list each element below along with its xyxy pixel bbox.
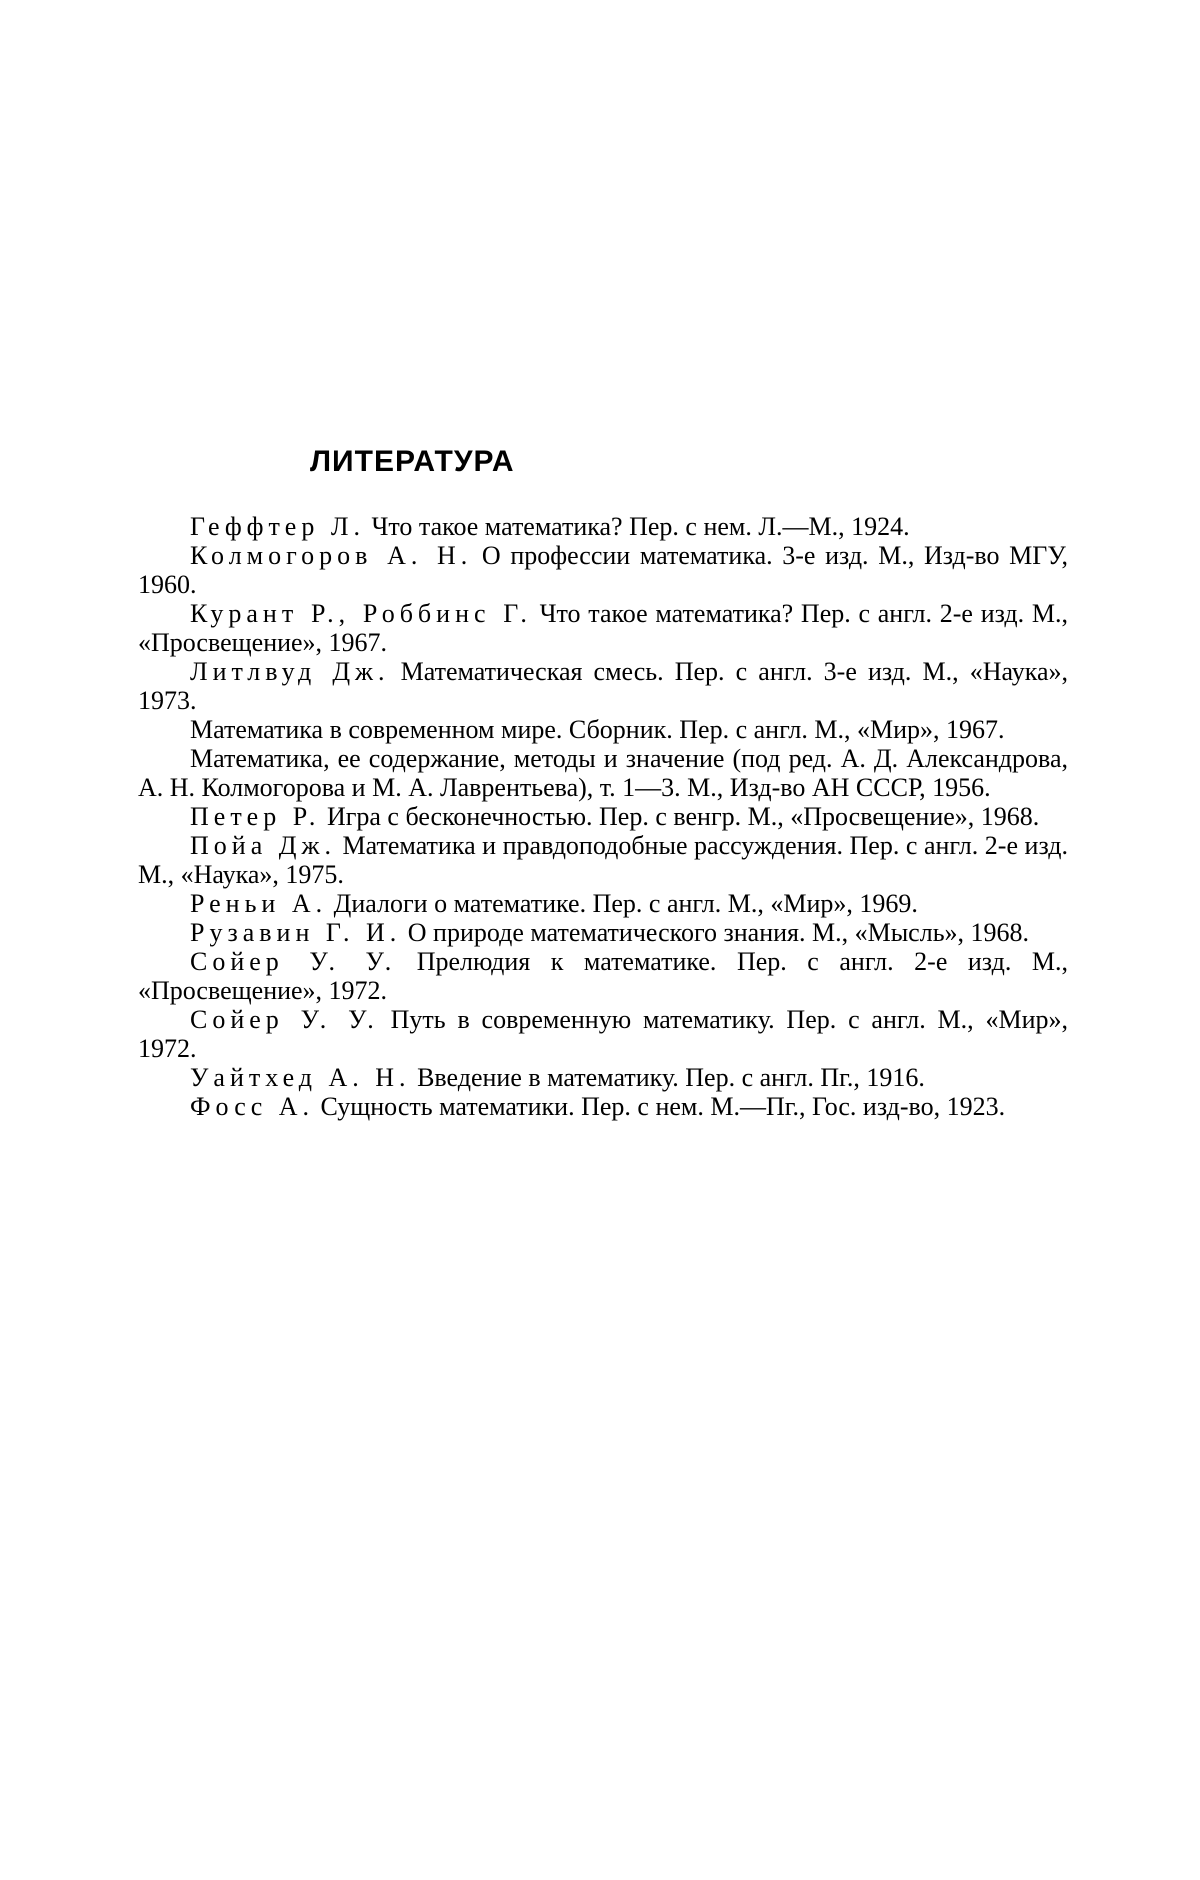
- reference-text: Введение в математику. Пер. с англ. Пг., 1916.: [410, 1063, 925, 1092]
- reference-list: [138, 512, 1068, 1121]
- reference-item: [138, 599, 1068, 657]
- reference-item: [138, 947, 1068, 1005]
- reference-text: Диалоги о математике. Пер. с англ. М., «Мир», 1969.: [327, 889, 918, 918]
- reference-item: [138, 1063, 1068, 1092]
- reference-author: Пойа Дж.: [190, 831, 336, 860]
- reference-author: Литлвуд Дж.: [190, 657, 390, 686]
- reference-item: [138, 715, 1068, 744]
- reference-text: Игра с бесконечностью. Пер. с венгр. М., «Просвещение», 1968.: [320, 802, 1040, 831]
- reference-author: Геффтер Л.: [190, 512, 365, 541]
- reference-author: Рузавин Г. И.: [190, 918, 402, 947]
- reference-author: Петер Р.: [190, 802, 321, 831]
- reference-text: Что такое математика? Пер. с англ. 2-е изд. М., «Просвещение», 1967.: [138, 599, 1068, 657]
- reference-text: Математика, ее содержание, методы и значение (под ред. А. Д. Александрова, А. Н. Колмогорова и М. А. Лаврентьева), т. 1—3. М., Изд-во АН СССР, 1956.: [138, 744, 1068, 802]
- reference-text: Прелюдия к математике. Пер. с англ. 2-е изд. М., «Просвещение», 1972.: [138, 947, 1068, 1005]
- reference-author: Колмогоров А. Н.: [190, 541, 473, 570]
- reference-item: [138, 889, 1068, 918]
- reference-item: [138, 541, 1068, 599]
- reference-text: Математика и правдоподобные рассуждения. Пер. с англ. 2-е изд. М., «Наука», 1975.: [138, 831, 1068, 889]
- reference-author: Уайтхед А. Н.: [190, 1063, 411, 1092]
- reference-text: Сущность математики. Пер. с нем. М.—Пг., Гос. изд-во, 1923.: [314, 1092, 1006, 1121]
- reference-text: Математика в современном мире. Сборник. Пер. с англ. М., «Мир», 1967.: [190, 715, 1005, 744]
- reference-text: Математическая смесь. Пер. с англ. 3-е изд. М., «Наука», 1973.: [138, 657, 1068, 715]
- reference-item: [138, 802, 1068, 831]
- reference-item: [138, 744, 1068, 802]
- reference-text: О профессии математика. 3-е изд. М., Изд-во МГУ, 1960.: [138, 541, 1068, 599]
- page-title: ЛИТЕРАТУРА: [310, 445, 515, 478]
- reference-author: Реньи А.: [190, 889, 328, 918]
- reference-item: [138, 657, 1068, 715]
- reference-author: Сойер У. У.: [190, 947, 397, 976]
- reference-author: Фосс А.: [190, 1092, 315, 1121]
- reference-item: [138, 1092, 1068, 1121]
- reference-text: Путь в современную математику. Пер. с англ. М., «Мир», 1972.: [138, 1005, 1069, 1063]
- reference-text: О природе математического знания. М., «Мысль», 1968.: [401, 918, 1030, 947]
- reference-text: Что такое математика? Пер. с нем. Л.—М., 1924.: [365, 512, 910, 541]
- reference-item: [138, 831, 1068, 889]
- reference-item: [138, 918, 1068, 947]
- reference-item: [138, 1005, 1068, 1063]
- reference-author: Курант Р., Роббинс Г.: [190, 599, 532, 628]
- reference-item: [138, 512, 1068, 541]
- reference-author: Сойер У. У.: [190, 1005, 379, 1034]
